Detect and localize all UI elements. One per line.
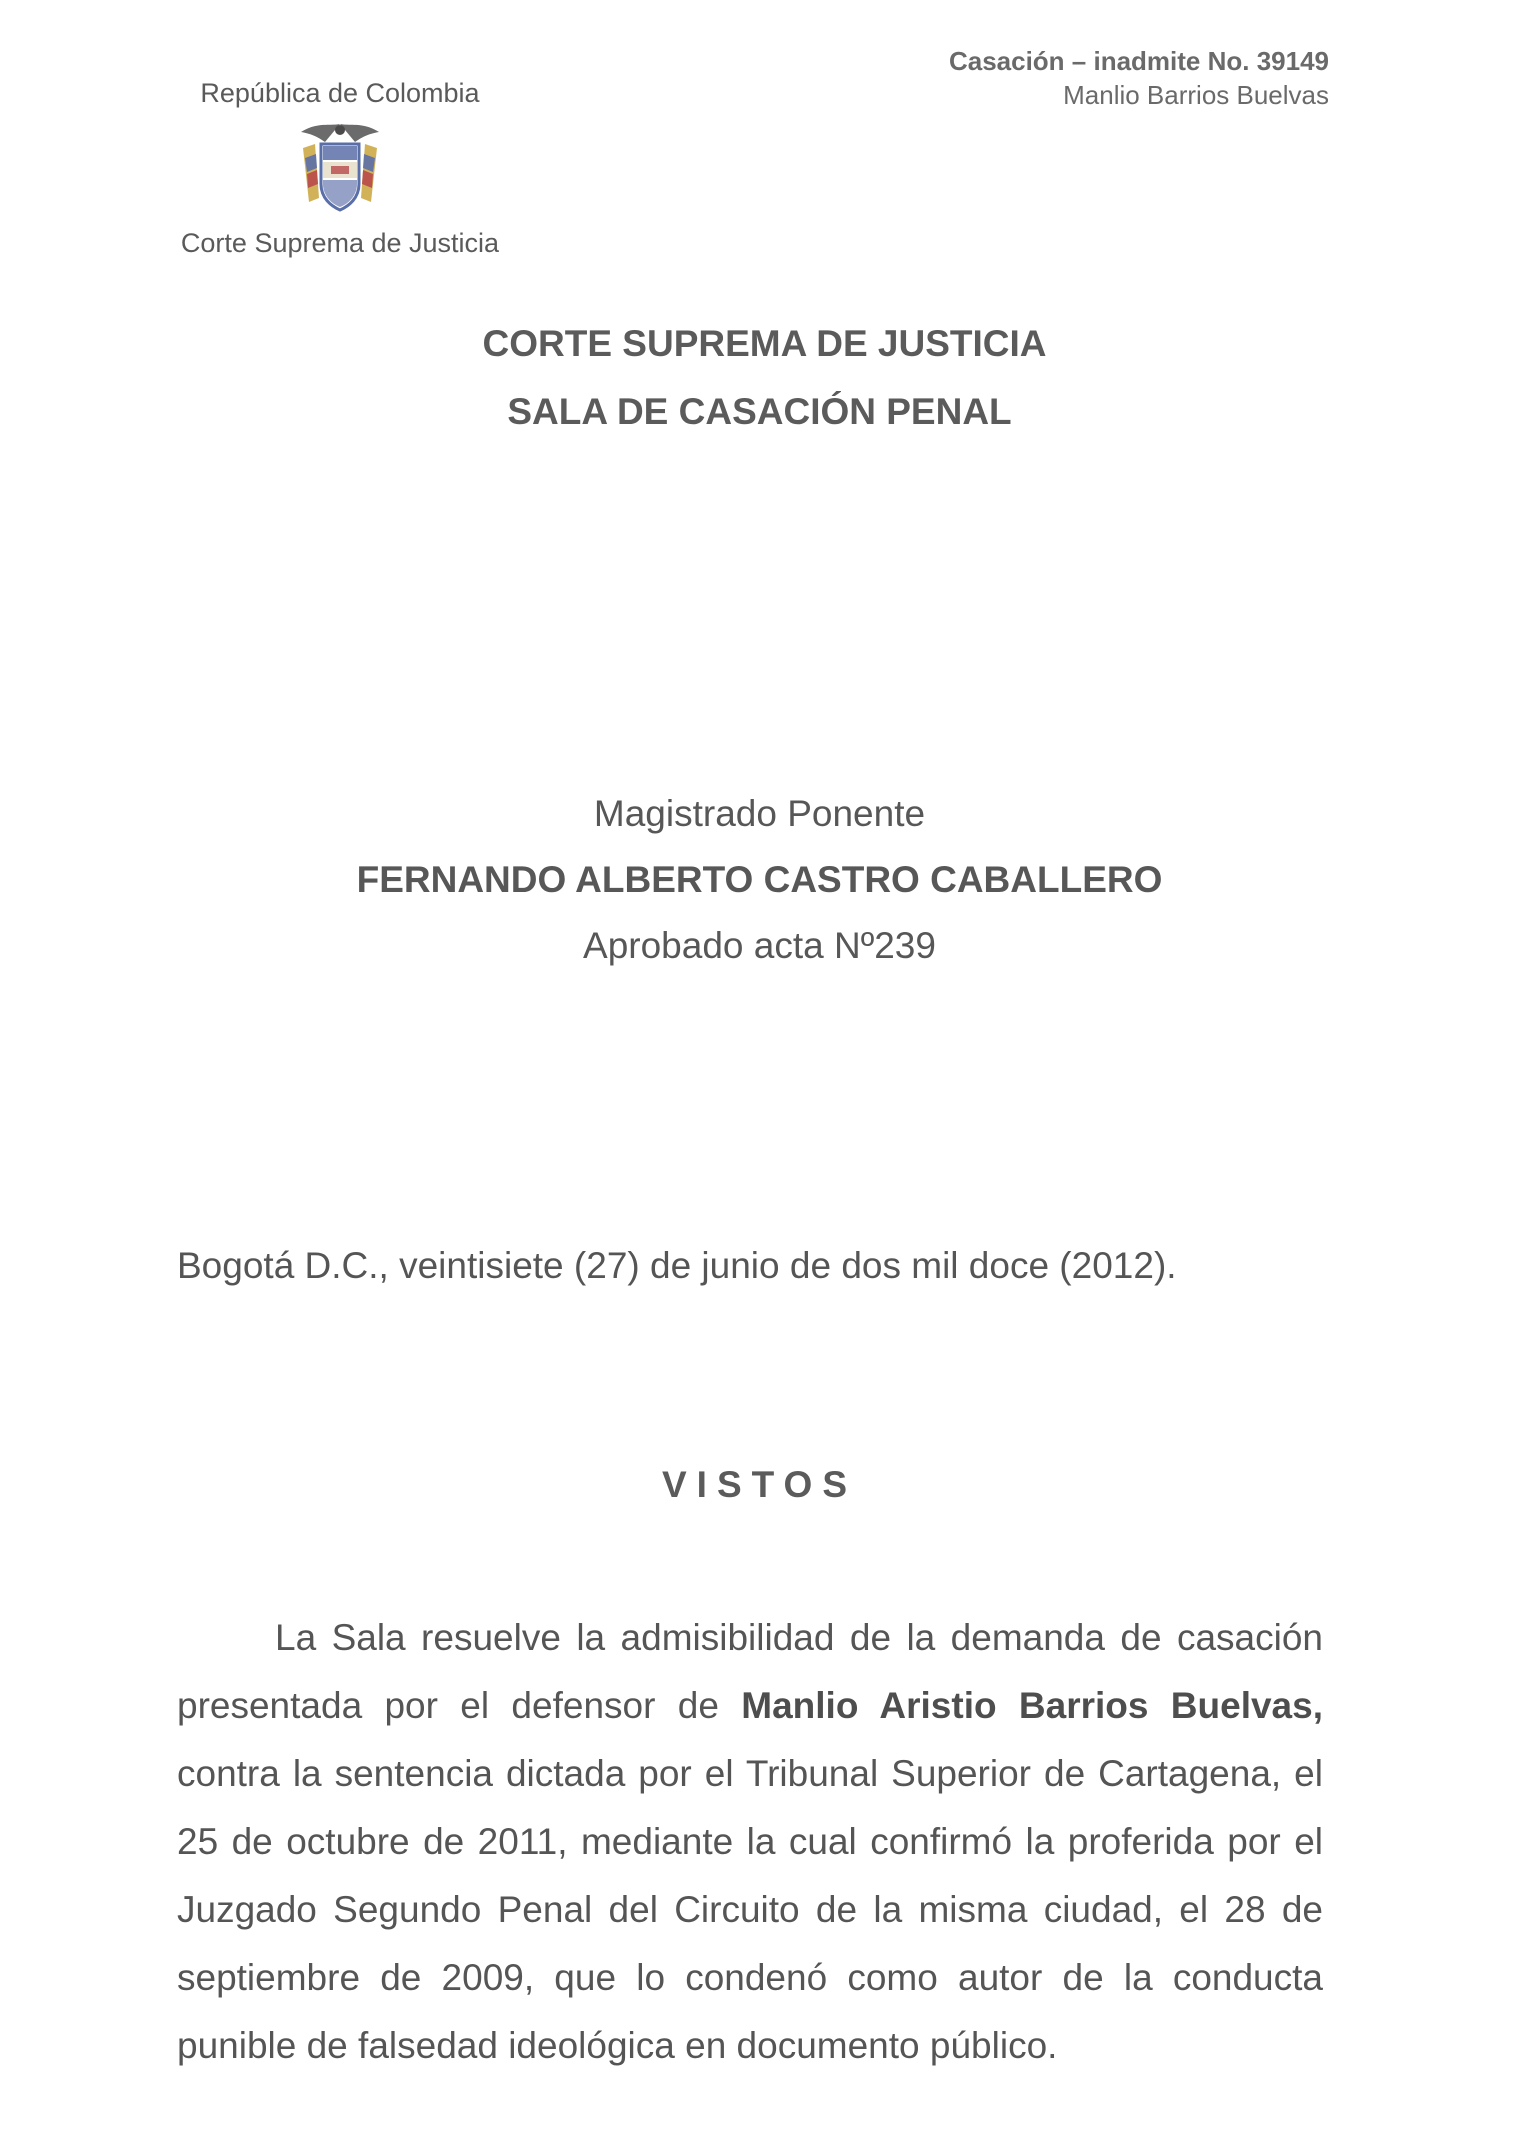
body-paragraph (177, 1604, 1323, 2080)
ponente-name: FERNANDO ALBERTO CASTRO CABALLERO (356, 859, 1163, 900)
letterhead (160, 76, 520, 260)
chamber-title: SALA DE CASACIÓN PENAL (507, 391, 1012, 432)
ponente-block (0, 788, 1519, 972)
letterhead-court: Corte Suprema de Justicia (180, 228, 500, 258)
case-party: Manlio Barrios Buelvas (1063, 80, 1329, 110)
section-heading-vistos: VISTOS (661, 1464, 858, 1505)
court-name-title: CORTE SUPREMA DE JUSTICIA (482, 323, 1047, 364)
case-number: Casación – inadmite No. 39149 (948, 46, 1329, 76)
body-text-part1: La Sala resuelve la admisibilidad de la demanda de casación presentada por el defensor de (177, 1617, 1323, 1726)
body-text-part2: contra la sentencia dictada por el Tribunal Superior de Cartagena, el 25 de octubre de 2011, mediante la cual confirmó la proferida por el Juzgado Segundo Penal del Circuito de la misma ciudad, el 28 de septiembre de 2009, que lo condenó como autor de la conducta punible de falsedad ideológica en documento público. (177, 1753, 1323, 2066)
defendant-name: Manlio Aristio Barrios Buelvas, (741, 1685, 1323, 1726)
ponente-role: Magistrado Ponente (593, 793, 926, 834)
letterhead-republic: República de Colombia (200, 78, 480, 108)
approval-acta: Aprobado acta Nº239 (583, 925, 936, 966)
document-titles (0, 318, 1519, 438)
date-line: Bogotá D.C., veintisiete (27) de junio de dos mil doce (2012). (177, 1245, 1177, 1286)
colombia-coat-of-arms-icon (285, 118, 395, 218)
case-reference (949, 44, 1329, 112)
